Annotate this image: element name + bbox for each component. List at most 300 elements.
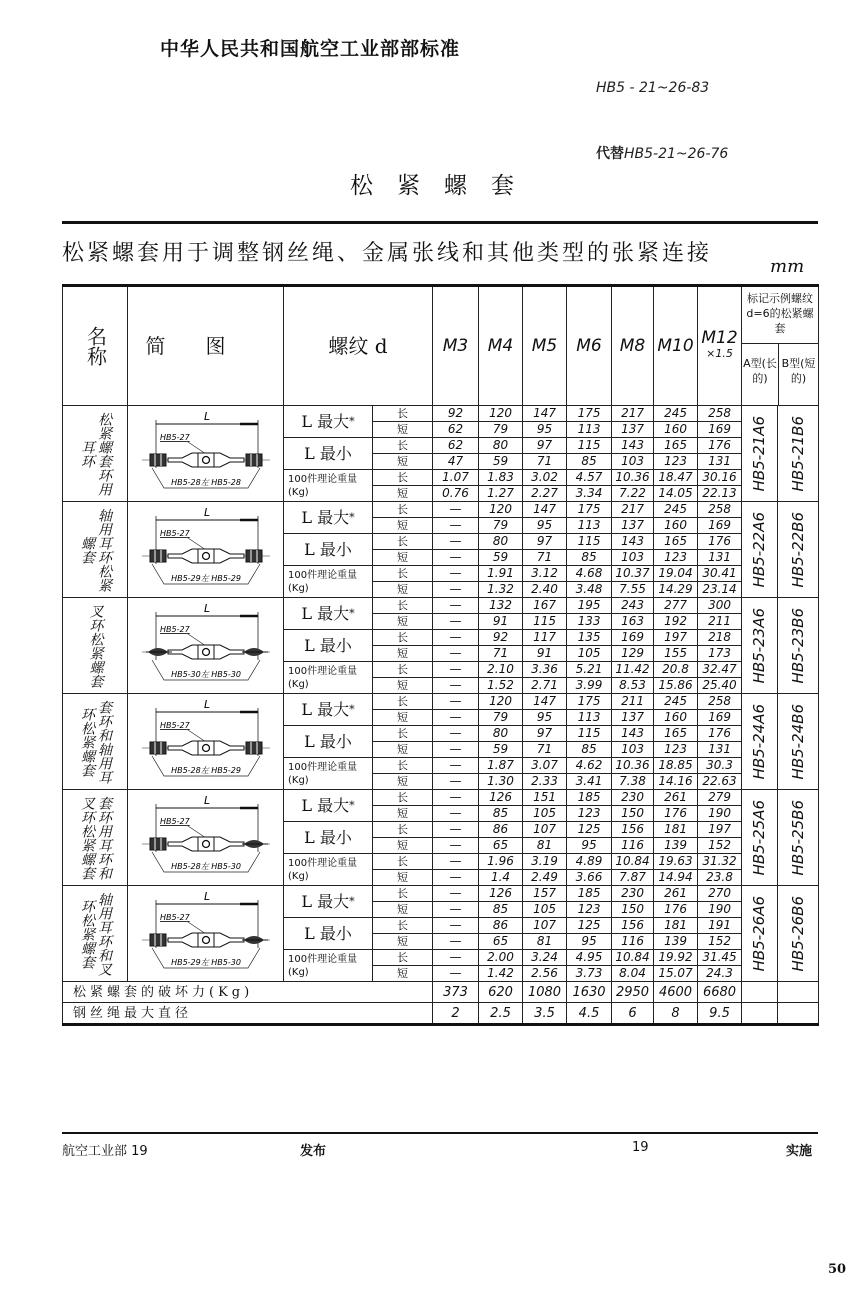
- value-cell: 218: [698, 630, 742, 646]
- value-cell: 270: [698, 886, 742, 902]
- type-a-code: HB5-26A6: [742, 886, 778, 982]
- group-name: 套环和轴用耳环松紧螺套: [63, 694, 128, 790]
- value-cell: 71: [523, 454, 567, 470]
- value-cell: —: [433, 870, 479, 886]
- short-label: 短: [373, 902, 433, 918]
- value-cell: 14.94: [654, 870, 698, 886]
- value-cell: 620: [479, 982, 523, 1003]
- value-cell: 19.04: [654, 566, 698, 582]
- table-row: [63, 790, 819, 806]
- value-cell: 8: [654, 1003, 698, 1025]
- rope-diameter-row: [63, 1003, 819, 1025]
- value-cell: 4600: [654, 982, 698, 1003]
- long-label: 长: [373, 598, 433, 614]
- value-cell: 95: [523, 710, 567, 726]
- l-min-label: L 最小: [284, 822, 373, 854]
- value-cell: 3.73: [567, 966, 612, 982]
- value-cell: 62: [433, 422, 479, 438]
- value-cell: 147: [523, 502, 567, 518]
- value-cell: 165: [654, 534, 698, 550]
- value-cell: 85: [567, 742, 612, 758]
- value-cell: 9.5: [698, 1003, 742, 1025]
- value-cell: 92: [433, 406, 479, 422]
- type-b-code: HB5-24B6: [778, 694, 819, 790]
- value-cell: 175: [567, 694, 612, 710]
- value-cell: 7.22: [612, 486, 654, 502]
- value-cell: 191: [698, 918, 742, 934]
- value-cell: 95: [523, 518, 567, 534]
- unit-label: mm: [770, 256, 805, 277]
- value-cell: 1630: [567, 982, 612, 1003]
- value-cell: —: [433, 726, 479, 742]
- value-cell: 1.32: [479, 582, 523, 598]
- value-cell: 181: [654, 822, 698, 838]
- value-cell: 85: [479, 902, 523, 918]
- value-cell: 107: [523, 822, 567, 838]
- value-cell: 245: [654, 694, 698, 710]
- value-cell: 3.5: [523, 1003, 567, 1025]
- short-label: 短: [373, 646, 433, 662]
- weight-label: 100件理论重量(Kg): [284, 662, 373, 694]
- value-cell: —: [433, 902, 479, 918]
- value-cell: 1.83: [479, 470, 523, 486]
- type-b-code: HB5-23B6: [778, 598, 819, 694]
- value-cell: 79: [479, 710, 523, 726]
- short-label: 短: [373, 742, 433, 758]
- turnbuckle-diagram: [128, 886, 284, 982]
- empty-cell: [778, 982, 819, 1003]
- long-label: 长: [373, 918, 433, 934]
- turnbuckle-drawing-icon: [136, 792, 276, 884]
- value-cell: 117: [523, 630, 567, 646]
- value-cell: 120: [479, 406, 523, 422]
- value-cell: 1.27: [479, 486, 523, 502]
- value-cell: 4.89: [567, 854, 612, 870]
- short-label: 短: [373, 678, 433, 694]
- value-cell: 4.57: [567, 470, 612, 486]
- long-label: 长: [373, 502, 433, 518]
- spec-table: [62, 284, 819, 1026]
- l-max-label: L 最大*: [284, 694, 373, 726]
- value-cell: 126: [479, 790, 523, 806]
- value-cell: 2.5: [479, 1003, 523, 1025]
- weight-label: 100件理论重量(Kg): [284, 566, 373, 598]
- issuing-organization: 中华人民共和国航空工业部部标准: [160, 38, 461, 60]
- value-cell: 65: [479, 838, 523, 854]
- value-cell: 169: [612, 630, 654, 646]
- short-label: 短: [373, 518, 433, 534]
- value-cell: 95: [567, 838, 612, 854]
- header-size: M5: [523, 286, 567, 406]
- value-cell: 2950: [612, 982, 654, 1003]
- value-cell: 126: [479, 886, 523, 902]
- value-cell: —: [433, 614, 479, 630]
- turnbuckle-drawing-icon: [136, 504, 276, 596]
- header-row: [63, 286, 819, 406]
- value-cell: 169: [698, 518, 742, 534]
- value-cell: 160: [654, 422, 698, 438]
- value-cell: 185: [567, 790, 612, 806]
- table-row: [63, 694, 819, 710]
- value-cell: 81: [523, 934, 567, 950]
- value-cell: 2.00: [479, 950, 523, 966]
- header-size-m12: M12 ×1.5: [698, 286, 742, 406]
- value-cell: 139: [654, 838, 698, 854]
- value-cell: 258: [698, 502, 742, 518]
- value-cell: 25.40: [698, 678, 742, 694]
- value-cell: 277: [654, 598, 698, 614]
- value-cell: 22.13: [698, 486, 742, 502]
- value-cell: 91: [523, 646, 567, 662]
- short-label: 短: [373, 870, 433, 886]
- weight-label: 100件理论重量(Kg): [284, 470, 373, 502]
- value-cell: 261: [654, 790, 698, 806]
- value-cell: 71: [523, 550, 567, 566]
- value-cell: 190: [698, 902, 742, 918]
- value-cell: —: [433, 886, 479, 902]
- svg-text:HB5-30左 HB5-30: HB5-30左 HB5-30: [170, 669, 241, 679]
- value-cell: —: [433, 598, 479, 614]
- value-cell: 195: [567, 598, 612, 614]
- value-cell: 80: [479, 534, 523, 550]
- value-cell: 85: [567, 454, 612, 470]
- value-cell: 95: [567, 934, 612, 950]
- value-cell: 125: [567, 822, 612, 838]
- value-cell: 1.91: [479, 566, 523, 582]
- value-cell: 80: [479, 438, 523, 454]
- value-cell: —: [433, 822, 479, 838]
- value-cell: 14.05: [654, 486, 698, 502]
- value-cell: 245: [654, 406, 698, 422]
- value-cell: 123: [567, 806, 612, 822]
- value-cell: 217: [612, 502, 654, 518]
- value-cell: 5.21: [567, 662, 612, 678]
- value-cell: —: [433, 710, 479, 726]
- short-label: 短: [373, 486, 433, 502]
- l-max-label: L 最大*: [284, 886, 373, 918]
- value-cell: 131: [698, 550, 742, 566]
- value-cell: 31.45: [698, 950, 742, 966]
- value-cell: —: [433, 742, 479, 758]
- value-cell: 300: [698, 598, 742, 614]
- value-cell: 113: [567, 518, 612, 534]
- short-label: 短: [373, 614, 433, 630]
- value-cell: 8.04: [612, 966, 654, 982]
- type-a-code: HB5-23A6: [742, 598, 778, 694]
- value-cell: 131: [698, 742, 742, 758]
- value-cell: 3.34: [567, 486, 612, 502]
- value-cell: 62: [433, 438, 479, 454]
- value-cell: 123: [654, 550, 698, 566]
- svg-text:HB5-27: HB5-27: [159, 720, 190, 730]
- weight-label: 100件理论重量(Kg): [284, 758, 373, 790]
- value-cell: 1.87: [479, 758, 523, 774]
- value-cell: 2.71: [523, 678, 567, 694]
- value-cell: 103: [612, 742, 654, 758]
- value-cell: 175: [567, 502, 612, 518]
- value-cell: 133: [567, 614, 612, 630]
- value-cell: 20.8: [654, 662, 698, 678]
- value-cell: 4.68: [567, 566, 612, 582]
- long-label: 长: [373, 630, 433, 646]
- header-size: M4: [479, 286, 523, 406]
- value-cell: 6: [612, 1003, 654, 1025]
- long-label: 长: [373, 694, 433, 710]
- value-cell: 150: [612, 806, 654, 822]
- value-cell: 155: [654, 646, 698, 662]
- value-cell: 175: [567, 406, 612, 422]
- value-cell: 131: [698, 454, 742, 470]
- value-cell: —: [433, 790, 479, 806]
- value-cell: 123: [654, 454, 698, 470]
- value-cell: 4.95: [567, 950, 612, 966]
- rope-diameter-row-label: 钢丝绳最大直径: [63, 1003, 433, 1025]
- svg-text:HB5-28左 HB5-29: HB5-28左 HB5-29: [170, 765, 241, 775]
- value-cell: 211: [612, 694, 654, 710]
- value-cell: 116: [612, 838, 654, 854]
- value-cell: 181: [654, 918, 698, 934]
- value-cell: 143: [612, 726, 654, 742]
- value-cell: 165: [654, 438, 698, 454]
- value-cell: —: [433, 918, 479, 934]
- empty-cell: [778, 1003, 819, 1025]
- value-cell: 176: [654, 806, 698, 822]
- turnbuckle-drawing-icon: [136, 408, 276, 500]
- turnbuckle-drawing-icon: [136, 888, 276, 980]
- table-row: [63, 406, 819, 422]
- value-cell: 47: [433, 454, 479, 470]
- short-label: 短: [373, 550, 433, 566]
- turnbuckle-diagram: [128, 502, 284, 598]
- header-name: 名称: [63, 286, 128, 406]
- value-cell: 115: [567, 534, 612, 550]
- value-cell: 3.41: [567, 774, 612, 790]
- value-cell: 2: [433, 1003, 479, 1025]
- breaking-force-row: [63, 982, 819, 1003]
- value-cell: 160: [654, 518, 698, 534]
- footer-effective: 实施: [786, 1144, 813, 1159]
- l-max-label: L 最大*: [284, 502, 373, 534]
- type-a-header: A型(长的): [742, 344, 779, 405]
- value-cell: 120: [479, 694, 523, 710]
- value-cell: 59: [479, 742, 523, 758]
- value-cell: 4.5: [567, 1003, 612, 1025]
- value-cell: 120: [479, 502, 523, 518]
- value-cell: 10.36: [612, 758, 654, 774]
- type-b-code: HB5-26B6: [778, 886, 819, 982]
- value-cell: —: [433, 758, 479, 774]
- value-cell: 173: [698, 646, 742, 662]
- value-cell: 18.85: [654, 758, 698, 774]
- empty-cell: [742, 1003, 778, 1025]
- type-b-code: HB5-22B6: [778, 502, 819, 598]
- value-cell: 169: [698, 422, 742, 438]
- turnbuckle-diagram: [128, 694, 284, 790]
- description: 松紧螺套用于调整钢丝绳、金属张线和其他类型的张紧连接: [62, 241, 713, 266]
- value-cell: —: [433, 646, 479, 662]
- value-cell: 32.47: [698, 662, 742, 678]
- value-cell: 165: [654, 726, 698, 742]
- l-max-label: L 最大*: [284, 790, 373, 822]
- value-cell: 279: [698, 790, 742, 806]
- long-label: 长: [373, 726, 433, 742]
- value-cell: 15.86: [654, 678, 698, 694]
- header-size: M6: [567, 286, 612, 406]
- header-diagram: 简图: [128, 286, 284, 406]
- value-cell: 245: [654, 502, 698, 518]
- short-label: 短: [373, 422, 433, 438]
- breaking-force-row-label: 松紧螺套的破坏力(Kg): [63, 982, 433, 1003]
- group-name: 套环用耳环和叉环松紧螺套: [63, 790, 128, 886]
- value-cell: 143: [612, 534, 654, 550]
- value-cell: —: [433, 806, 479, 822]
- value-cell: 7.55: [612, 582, 654, 598]
- long-label: 长: [373, 950, 433, 966]
- value-cell: 1.30: [479, 774, 523, 790]
- value-cell: 4.62: [567, 758, 612, 774]
- value-cell: 91: [479, 614, 523, 630]
- turnbuckle-diagram: [128, 406, 284, 502]
- value-cell: 2.10: [479, 662, 523, 678]
- value-cell: —: [433, 838, 479, 854]
- marking-note: 标记示例螺纹d=6的松紧螺套: [742, 287, 818, 344]
- header-thread: 螺纹 d: [284, 286, 433, 406]
- value-cell: 10.84: [612, 950, 654, 966]
- l-max-label: L 最大*: [284, 406, 373, 438]
- value-cell: 2.33: [523, 774, 567, 790]
- weight-label: 100件理论重量(Kg): [284, 854, 373, 886]
- svg-text:L: L: [203, 793, 210, 807]
- value-cell: 176: [654, 902, 698, 918]
- value-cell: —: [433, 550, 479, 566]
- value-cell: 0.76: [433, 486, 479, 502]
- value-cell: 6680: [698, 982, 742, 1003]
- value-cell: 30.3: [698, 758, 742, 774]
- value-cell: 152: [698, 838, 742, 854]
- value-cell: 261: [654, 886, 698, 902]
- replaces-note: [596, 143, 728, 163]
- value-cell: —: [433, 518, 479, 534]
- value-cell: 10.36: [612, 470, 654, 486]
- value-cell: 14.29: [654, 582, 698, 598]
- value-cell: 59: [479, 550, 523, 566]
- value-cell: 157: [523, 886, 567, 902]
- group-name: 轴用耳环松紧螺套: [63, 502, 128, 598]
- value-cell: 105: [523, 902, 567, 918]
- value-cell: 103: [612, 454, 654, 470]
- svg-text:HB5-28左 HB5-30: HB5-28左 HB5-30: [170, 861, 241, 871]
- value-cell: 176: [698, 438, 742, 454]
- long-label: 长: [373, 822, 433, 838]
- value-cell: 230: [612, 790, 654, 806]
- type-b-header: B型(短的): [781, 357, 816, 385]
- value-cell: —: [433, 502, 479, 518]
- value-cell: 139: [654, 934, 698, 950]
- value-cell: 115: [567, 438, 612, 454]
- value-cell: 3.19: [523, 854, 567, 870]
- replaces-label: 代替: [596, 146, 624, 162]
- footer-rule: [62, 1132, 818, 1134]
- value-cell: 2.27: [523, 486, 567, 502]
- value-cell: 113: [567, 710, 612, 726]
- group-name: 叉环松紧螺套: [63, 598, 128, 694]
- value-cell: 3.02: [523, 470, 567, 486]
- value-cell: 3.99: [567, 678, 612, 694]
- value-cell: 3.07: [523, 758, 567, 774]
- value-cell: 217: [612, 406, 654, 422]
- type-b-code: HB5-21B6: [778, 406, 819, 502]
- turnbuckle-diagram: [128, 790, 284, 886]
- footer-issued: 发布: [300, 1144, 327, 1159]
- value-cell: 3.12: [523, 566, 567, 582]
- value-cell: —: [433, 566, 479, 582]
- value-cell: 258: [698, 694, 742, 710]
- header-marking: [742, 286, 819, 406]
- empty-cell: [742, 982, 778, 1003]
- value-cell: 11.42: [612, 662, 654, 678]
- value-cell: 19.63: [654, 854, 698, 870]
- value-cell: 152: [698, 934, 742, 950]
- value-cell: 160: [654, 710, 698, 726]
- value-cell: 137: [612, 710, 654, 726]
- value-cell: 15.07: [654, 966, 698, 982]
- svg-text:HB5-29左 HB5-30: HB5-29左 HB5-30: [170, 957, 241, 967]
- weight-label: 100件理论重量(Kg): [284, 950, 373, 982]
- short-label: 短: [373, 710, 433, 726]
- page-number: 50: [828, 1262, 847, 1277]
- value-cell: 116: [612, 934, 654, 950]
- value-cell: 258: [698, 406, 742, 422]
- value-cell: 2.40: [523, 582, 567, 598]
- long-label: 长: [373, 438, 433, 454]
- value-cell: 3.24: [523, 950, 567, 966]
- l-min-label: L 最小: [284, 630, 373, 662]
- value-cell: 2.56: [523, 966, 567, 982]
- short-label: 短: [373, 454, 433, 470]
- svg-text:L: L: [203, 601, 210, 615]
- value-cell: 3.36: [523, 662, 567, 678]
- l-min-label: L 最小: [284, 534, 373, 566]
- svg-text:HB5-28左 HB5-28: HB5-28左 HB5-28: [170, 477, 241, 487]
- short-label: 短: [373, 934, 433, 950]
- value-cell: 373: [433, 982, 479, 1003]
- value-cell: 192: [654, 614, 698, 630]
- long-label: 长: [373, 886, 433, 902]
- value-cell: 105: [567, 646, 612, 662]
- value-cell: 143: [612, 438, 654, 454]
- value-cell: 79: [479, 518, 523, 534]
- svg-text:L: L: [203, 409, 210, 423]
- value-cell: 10.37: [612, 566, 654, 582]
- long-label: 长: [373, 790, 433, 806]
- value-cell: 97: [523, 534, 567, 550]
- group-name: 轴用耳环和叉环松紧螺套: [63, 886, 128, 982]
- header-size: M8: [612, 286, 654, 406]
- turnbuckle-diagram: [128, 598, 284, 694]
- turnbuckle-drawing-icon: [136, 696, 276, 788]
- type-b-code: HB5-25B6: [778, 790, 819, 886]
- value-cell: 115: [567, 726, 612, 742]
- value-cell: —: [433, 774, 479, 790]
- long-label: 长: [373, 406, 433, 422]
- value-cell: 97: [523, 726, 567, 742]
- svg-text:HB5-27: HB5-27: [159, 432, 190, 442]
- table-row: [63, 886, 819, 902]
- value-cell: 2.49: [523, 870, 567, 886]
- table-row: [63, 502, 819, 518]
- turnbuckle-drawing-icon: [136, 600, 276, 692]
- value-cell: 132: [479, 598, 523, 614]
